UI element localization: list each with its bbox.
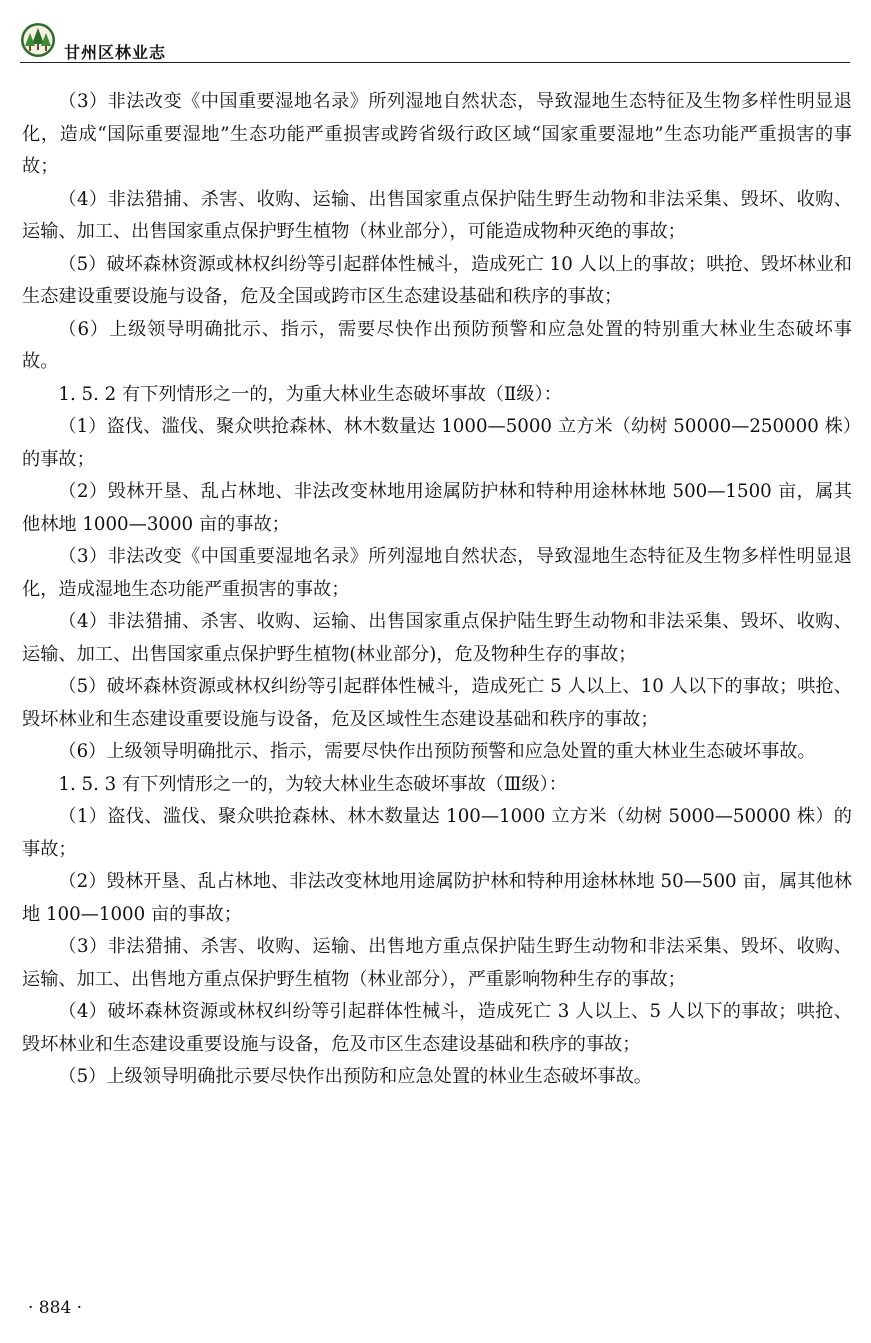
document-body bbox=[22, 86, 852, 1094]
paragraph: （3）非法改变《中国重要湿地名录》所列湿地自然状态，导致湿地生态特征及生物多样性明显退化，造成“国际重要湿地”生态功能严重损害或跨省级行政区域“国家重要湿地”生态功能严重损害的事故； bbox=[22, 91, 852, 177]
header-title: 甘州区林业志 bbox=[64, 43, 167, 62]
paragraph: （2）毁林开垦、乱占林地、非法改变林地用途属防护林和特种用途林林地 500—1500 亩，属其他林地 1000—3000 亩的事故； bbox=[22, 481, 852, 535]
paragraph: （2）毁林开垦、乱占林地、非法改变林地用途属防护林和特种用途林林地 50—500 亩，属其他林地 100—1000 亩的事故； bbox=[22, 871, 852, 925]
paragraph: （3）非法猎捕、杀害、收购、运输、出售地方重点保护陆生野生动物和非法采集、毁坏、收购、运输、加工、出售地方重点保护野生植物（林业部分），严重影响物种生存的事故； bbox=[22, 936, 852, 990]
paragraph: （4）非法猎捕、杀害、收购、运输、出售国家重点保护陆生野生动物和非法采集、毁坏、收购、运输、加工、出售国家重点保护野生植物(林业部分)，危及物种生存的事故； bbox=[22, 611, 852, 665]
paragraph: （1）盗伐、滥伐、聚众哄抢森林、林木数量达 1000—5000 立方米（幼树 50000—250000 株）的事故； bbox=[22, 416, 852, 470]
header-divider bbox=[20, 62, 850, 63]
paragraph: （6）上级领导明确批示、指示，需要尽快作出预防预警和应急处置的特别重大林业生态破坏事故。 bbox=[22, 318, 852, 372]
paragraph: （4）破坏森林资源或林权纠纷等引起群体性械斗，造成死亡 3 人以上、5 人以下的事故；哄抢、毁坏林业和生态建设重要设施与设备，危及市区生态建设基础和秩序的事故； bbox=[22, 1001, 852, 1055]
paragraph: （6）上级领导明确批示、指示，需要尽快作出预防预警和应急处置的重大林业生态破坏事故。 bbox=[58, 741, 816, 762]
section-heading: 1. 5. 2 有下列情形之一的，为重大林业生态破坏事故（Ⅱ级）： bbox=[58, 383, 562, 405]
page-number: · 884 · bbox=[28, 1298, 83, 1318]
forest-logo-icon bbox=[20, 22, 56, 58]
paragraph: （1）盗伐、滥伐、聚众哄抢森林、林木数量达 100—1000 立方米（幼树 5000—50000 株）的事故； bbox=[22, 806, 852, 860]
paragraph: （5）破坏森林资源或林权纠纷等引起群体性械斗，造成死亡 5 人以上、10 人以下的事故；哄抢、毁坏林业和生态建设重要设施与设备，危及区域性生态建设基础和秩序的事故； bbox=[22, 676, 852, 730]
paragraph: （4）非法猎捕、杀害、收购、运输、出售国家重点保护陆生野生动物和非法采集、毁坏、收购、运输、加工、出售国家重点保护野生植物（林业部分），可能造成物种灭绝的事故； bbox=[22, 188, 852, 242]
paragraph: （3）非法改变《中国重要湿地名录》所列湿地自然状态，导致湿地生态特征及生物多样性明显退化，造成湿地生态功能严重损害的事故； bbox=[22, 546, 852, 600]
page-header bbox=[20, 22, 850, 64]
paragraph: （5）破坏森林资源或林权纠纷等引起群体性械斗，造成死亡 10 人以上的事故；哄抢、毁坏林业和生态建设重要设施与设备，危及全国或跨市区生态建设基础和秩序的事故； bbox=[22, 253, 852, 307]
paragraph: （5）上级领导明确批示要尽快作出预防和应急处置的林业生态破坏事故。 bbox=[58, 1066, 652, 1087]
section-heading: 1. 5. 3 有下列情形之一的，为较大林业生态破坏事故（Ⅲ级）： bbox=[58, 773, 567, 795]
